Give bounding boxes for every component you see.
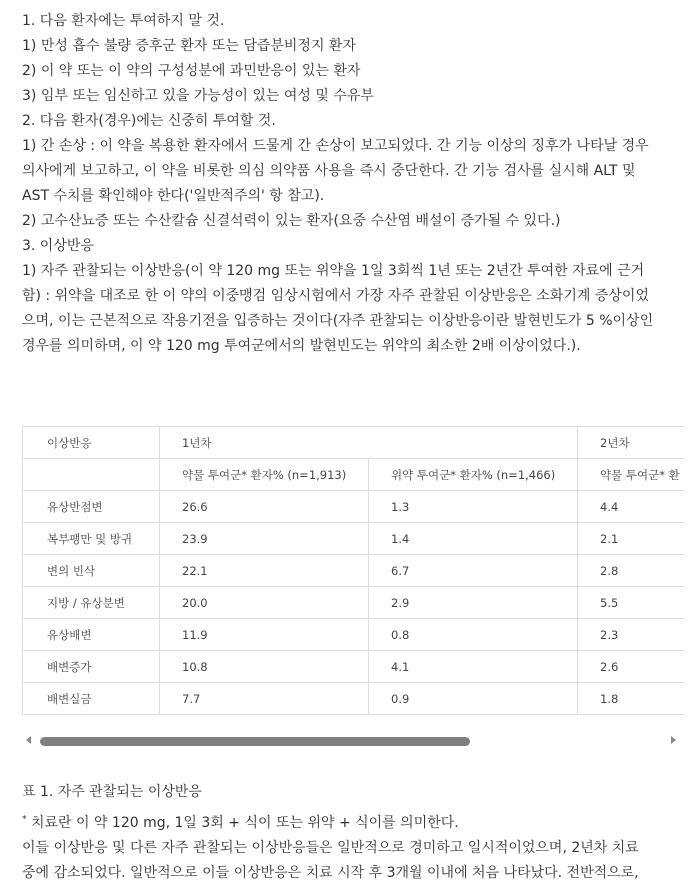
table-cell: 2.1 [578, 523, 684, 555]
text-line: 1. 다음 환자에는 투여하지 말 것. [22, 13, 225, 29]
table-cell-name: 유상반점변 [23, 491, 160, 523]
table-row [23, 587, 685, 619]
footnote-mark: * [22, 814, 27, 825]
caption-section [22, 780, 684, 886]
horizontal-scrollbar[interactable] [22, 732, 684, 750]
footnote-text: 치료란 이 약 120 mg, 1일 3회 + 식이 또는 위약 + 식이를 의미한다. [26, 815, 459, 831]
table-cell: 2.9 [369, 587, 578, 619]
text-line: 중에 감소되었다. 일반적으로 이들 이상반응은 치료 시작 후 3개월 이내에 처음 나타났다. 전반적으로, [22, 865, 639, 881]
table-cell: 4.1 [369, 651, 578, 683]
text-line: 3. 이상반응 [22, 238, 94, 254]
table-cell: 20.0 [160, 587, 369, 619]
header-cell-year1: 1년차 [160, 427, 578, 459]
text-line: 의사에게 보고하고, 이 약을 비롯한 의심 의약품 사용을 즉시 중단한다. 간 기능 검사를 실시해 ALT 및 [22, 163, 636, 179]
table-row [23, 683, 685, 715]
text-line: 함) : 위약을 대조로 한 이 약의 이중맹검 임상시험에서 가장 자주 관찰된 이상반응은 소화기계 증상이었 [22, 288, 649, 304]
scroll-left-arrow-icon[interactable] [26, 736, 31, 744]
table-cell: 26.6 [160, 491, 369, 523]
table-cell: 1.3 [369, 491, 578, 523]
text-line: AST 수치를 확인해야 한다('일반적주의' 항 참고). [22, 188, 325, 204]
header-cell-drug: 약물 투여군* 환자% (n=1,913) [160, 459, 369, 491]
table-cell-name: 지방 / 유상분변 [23, 587, 160, 619]
footnote [22, 811, 684, 836]
table-cell: 2.6 [578, 651, 684, 683]
table-row [23, 491, 685, 523]
table-cell: 2.8 [578, 555, 684, 587]
text-line: 3) 임부 또는 임신하고 있을 가능성이 있는 여성 및 수유부 [22, 88, 374, 104]
table-cell: 11.9 [160, 619, 369, 651]
table-row [23, 619, 685, 651]
table-cell: 23.9 [160, 523, 369, 555]
table-cell: 6.7 [369, 555, 578, 587]
text-line: 2) 고수산뇨증 또는 수산칼슘 신결석력이 있는 환자(요중 수산염 배설이 증가될 수 있다.) [22, 213, 561, 229]
text-line: 경우를 의미하며, 이 약 120 mg 투여군에서의 발현빈도는 위약의 최소한 2배 이상이었다.). [22, 338, 581, 354]
table-cell-name: 변의 빈삭 [23, 555, 160, 587]
table-cell: 1.4 [369, 523, 578, 555]
table-cell: 5.5 [578, 587, 684, 619]
table-cell: 0.8 [369, 619, 578, 651]
table-cell-name: 유상배변 [23, 619, 160, 651]
table-cell: 4.4 [578, 491, 684, 523]
text-line: 1) 간 손상 : 이 약을 복용한 환자에서 드물게 간 손상이 보고되었다. 간 기능 이상의 징후가 나타날 경우 [22, 138, 649, 154]
text-line: 2. 다음 환자(경우)에는 신중히 투여할 것. [22, 113, 276, 129]
text-line: 으며, 이는 근본적으로 작용기전을 입증하는 것이다(자주 관찰되는 이상반응이란 발현빈도가 5 %이상인 [22, 313, 654, 329]
header-cell-placebo: 위약 투여군* 환자% (n=1,466) [369, 459, 578, 491]
adverse-reaction-table-container[interactable] [22, 426, 684, 724]
scroll-right-arrow-icon[interactable] [671, 736, 676, 744]
table-row [23, 555, 685, 587]
header-cell: 이상반응 [23, 427, 160, 459]
table-row [23, 651, 685, 683]
table-caption: 표 1. 자주 관찰되는 이상반응 [22, 784, 202, 800]
table-cell-name: 배변증가 [23, 651, 160, 683]
table-cell: 1.8 [578, 683, 684, 715]
scrollbar-thumb[interactable] [40, 737, 470, 746]
table-cell-name: 복부팽만 및 방귀 [23, 523, 160, 555]
table-cell: 22.1 [160, 555, 369, 587]
text-line: 1) 만성 흡수 불량 증후군 환자 또는 담즙분비정지 환자 [22, 38, 356, 54]
table-cell: 10.8 [160, 651, 369, 683]
header-cell-year2: 2년차 [578, 427, 684, 459]
header-cell-drug-year2: 약물 투여군* 환 [578, 459, 684, 491]
header-cell-empty [23, 459, 160, 491]
table-row [23, 523, 685, 555]
table-cell: 0.9 [369, 683, 578, 715]
text-line: 2) 이 약 또는 이 약의 구성성분에 과민반응이 있는 환자 [22, 63, 361, 79]
table-cell: 7.7 [160, 683, 369, 715]
adverse-reaction-table [22, 426, 684, 715]
table-cell: 2.3 [578, 619, 684, 651]
text-line: 이들 이상반응 및 다른 자주 관찰되는 이상반응들은 일반적으로 경미하고 일시적이었으며, 2년차 치료 [22, 840, 639, 856]
body-text [22, 9, 684, 359]
table-cell-name: 배변실금 [23, 683, 160, 715]
text-line: 1) 자주 관찰되는 이상반응(이 약 120 mg 또는 위약을 1일 3회씩 1년 또는 2년간 투여한 자료에 근거 [22, 263, 645, 279]
